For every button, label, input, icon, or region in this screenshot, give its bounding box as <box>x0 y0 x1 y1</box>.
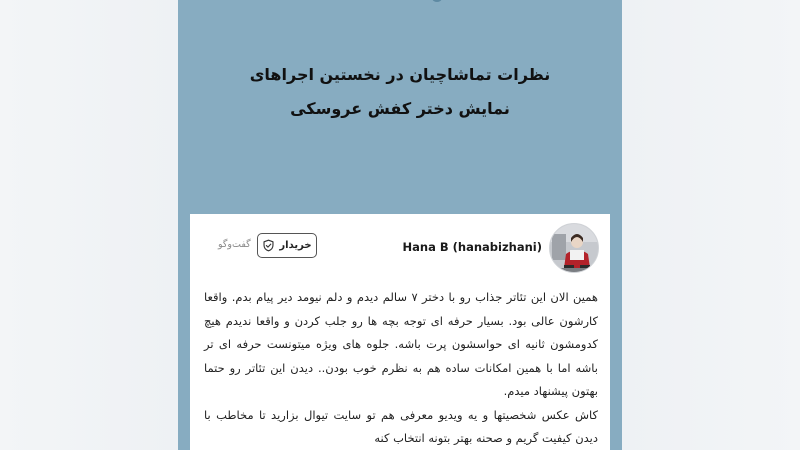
buyer-badge-label: خریدار <box>279 240 312 251</box>
headline-line-1: نظرات تماشاچیان در نخستین اجراهای <box>249 65 551 84</box>
review-card <box>190 214 610 450</box>
top-indicator-dot <box>432 0 442 2</box>
right-background-panel <box>622 0 800 450</box>
review-paragraph-2: کاش عکس شخصیتها و یه ویدیو معرفی هم تو سایت تیوال بزارید تا مخاطب با دیدن کیفیت گریم و صحنه بهتر بتونه انتخاب کنه <box>204 407 598 445</box>
discussion-link[interactable]: گفت‌وگو <box>218 239 251 250</box>
avatar-photo-icon <box>550 224 599 273</box>
headline-line-2: نمایش دختر کفش عروسکی <box>290 99 510 118</box>
story-headline <box>178 58 622 126</box>
review-body <box>204 286 598 450</box>
review-paragraph-1: همین الان این تئاتر جذاب رو با دختر ۷ سالم دیدم و دلم نیومد دیر پیام بدم. واقعا کارشون عالی بود. بسیار حرفه ای توجه بچه ها رو جلب کردن و واقعا ندیدم هیچ کدومشون ثانیه ای حواسشون پرت باشه. جلوه های ویژه میتونست حرفه ای تر باشه اما با همین امکانات ساده هم به نظرم خوب بودن.. دیدن این تئاتر رو حتما بهتون پیشنهاد میدم. <box>204 290 598 398</box>
avatar[interactable] <box>549 223 599 273</box>
review-author-name[interactable]: Hana B (hanabizhani) <box>402 240 542 254</box>
story-frame <box>178 0 622 450</box>
left-background-panel <box>0 0 178 450</box>
buyer-badge <box>257 233 317 258</box>
shield-check-icon <box>262 239 275 252</box>
